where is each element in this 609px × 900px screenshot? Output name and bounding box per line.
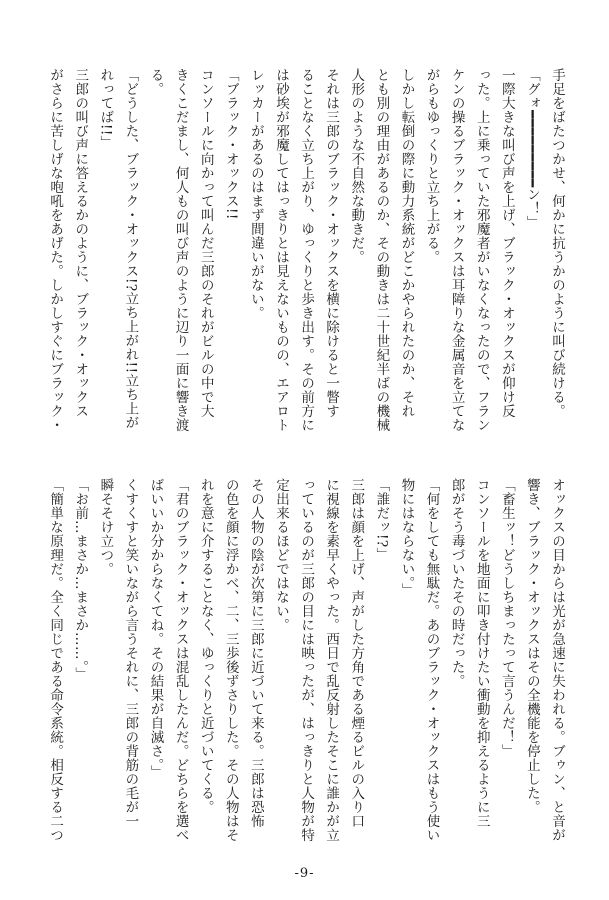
text-line: その人物の陰が次第に三郎に近づいて来る。三郎は恐怖	[247, 478, 264, 828]
text-line: った。上に乗っていた邪魔者がいなくなったので、フラン	[473, 68, 490, 432]
text-line: コンソールを地面に叩き付けたい衝動を抑えるように三	[473, 478, 490, 828]
text-line: ケンの操るブラック・オックスは耳障りな金属音を立てな	[448, 68, 465, 432]
text-line: コンソールに向かって叫んだ三郎のそれがビルの中で大	[197, 68, 214, 418]
bottom-text-block	[39, 478, 569, 853]
text-line: 「簡単な原理だ。全く同じである命令系統。相反する二つ	[47, 478, 64, 842]
text-line: 「何をしても無駄だ。あのブラック・オックスはもう使い	[423, 478, 440, 842]
top-text-block	[39, 68, 569, 443]
text-line: 「誰だッ!?」	[373, 478, 390, 562]
text-line: きくこだまし、何人もの叫び声のように辺り一面に響き渡	[172, 68, 189, 432]
text-line: とも別の理由があるのか、その動きは二十世紀半ばの機械	[373, 68, 390, 432]
text-line: 「お前…まさか…まさか……。」	[72, 478, 89, 682]
text-line: に視線を素早くやった。西日で乱反射したそこに誰かが立	[323, 478, 340, 842]
text-line: 「畜生ッ！どうしちまったって言うんだ！」	[498, 478, 515, 758]
text-line: 響き、ブラック・オックスはその全機能を停止した。	[523, 478, 540, 814]
text-line: 「君のブラック・オックスは混乱したんだ。どちらを選べ	[172, 478, 189, 842]
text-line: 三郎の叫び声に答えるかのように、ブラック・オックス	[72, 68, 89, 418]
text-line: それは三郎のブラック・オックスを横に除けると一瞥す	[323, 68, 340, 418]
text-line: 手足をばたつかせ、何かに抗うかのように叫び続ける。	[549, 68, 565, 418]
text-line: 一際大きな叫び声を上げ、ブラック・オックスが仰け反	[498, 68, 515, 418]
text-line: がらもゆっくりと立ち上がる。	[423, 68, 440, 264]
text-line: れを意に介することなく、ゆっくりと近づいてくる。	[197, 478, 214, 814]
text-line: 物にはならない。」	[398, 478, 415, 598]
text-line: レッカーがあるのはまず間違いがない。	[247, 68, 264, 320]
text-line: 「どうした、ブラック・オックス!?立ち上がれ!!立ち上が	[122, 68, 139, 430]
text-line: る。	[147, 68, 164, 96]
text-line: 「ブラック・オックス!!	[222, 68, 239, 220]
text-line: は砂埃が邪魔してはっきりとは見えないものの、エアロト	[272, 68, 289, 432]
text-line: ばいいか分からなくてね。その結果が自滅さ。」	[147, 478, 164, 780]
text-line: 郎がそう毒づいたその時だった。	[448, 478, 465, 688]
text-line: くすくすと笑いながら言うそれに、三郎の背筋の毛が一	[122, 478, 139, 828]
text-line: がさらに苦しげな咆吼をあげた。しかしすぐにブラック・	[47, 68, 64, 432]
text-line: 人形のような不自然な動きだ。	[348, 68, 365, 264]
text-line: ることなく立ち上がり、ゆっくりと歩き出す。その前方に	[298, 68, 315, 432]
text-line: 瞬そそけ立つ。	[97, 478, 114, 576]
text-line: しかし転倒の際に動力系統がどこかやられたのか、それ	[398, 68, 415, 418]
text-line: 定出来るほどではない。	[272, 478, 289, 632]
text-line: 「グォ━━━━━━━━━ン！」	[523, 68, 540, 230]
text-line: オックスの目からは光が急速に失われる。ブゥン、と音が	[549, 478, 565, 842]
page-number: -9-	[294, 866, 315, 881]
text-line: 三郎は顔を上げ、声がした方角である煙るビルの入り口	[348, 478, 365, 828]
text-line: っているのが三郎の目には映ったが、はっきりと人物が特	[298, 478, 315, 842]
text-line: れってば!!」	[97, 68, 114, 150]
text-line: の色を顔に浮かべ、二、三歩後ずさりした。その人物はそ	[222, 478, 239, 842]
